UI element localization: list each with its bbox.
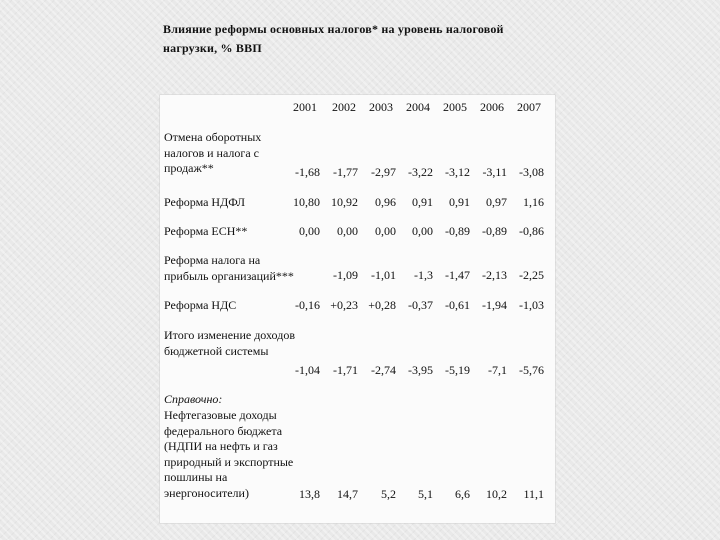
table-cell: +0,28 xyxy=(368,298,396,312)
table-cell: 14,7 xyxy=(337,487,358,501)
table-cell: -0,89 xyxy=(482,224,507,238)
table-cell: -1,94 xyxy=(482,298,507,312)
table-cell: -5,19 xyxy=(445,363,470,377)
table-cell: -3,12 xyxy=(445,165,470,179)
table-cell: -0,61 xyxy=(445,298,470,312)
year-header: 2003 xyxy=(369,100,393,114)
reference-label: Справочно: xyxy=(164,392,223,406)
table-cell: -1,01 xyxy=(371,268,396,282)
row-label: Нефтегазовые доходы федерального бюджета (НДПИ на нефть и газ природный и экспортные пошлины на энергоносители) xyxy=(164,408,294,500)
table-cell: -1,77 xyxy=(333,165,358,179)
year-header: 2002 xyxy=(332,100,356,114)
table-cell: -2,97 xyxy=(371,165,396,179)
table-cell: 5,1 xyxy=(418,487,433,501)
table-cell: -1,09 xyxy=(333,268,358,282)
table-cell: 1,16 xyxy=(523,195,544,209)
table-cell: -2,25 xyxy=(519,268,544,282)
table-cell: 0,91 xyxy=(449,195,470,209)
table-cell: -0,89 xyxy=(445,224,470,238)
row-label: Итого изменение доходов бюджетной системы xyxy=(164,328,295,358)
table-cell: +0,23 xyxy=(330,298,358,312)
table-cell: 0,91 xyxy=(412,195,433,209)
table-cell: -7,1 xyxy=(488,363,507,377)
table-cell: -1,68 xyxy=(295,165,320,179)
table-cell: -2,74 xyxy=(371,363,396,377)
table-cell: -1,03 xyxy=(519,298,544,312)
row-label: Реформа налога на прибыль организаций*** xyxy=(164,253,294,283)
table-cell: 10,92 xyxy=(331,195,358,209)
table-cell: -0,16 xyxy=(295,298,320,312)
row-label: Реформа НДС xyxy=(164,298,237,312)
table-cell: 0,00 xyxy=(337,224,358,238)
slide-title: Влияние реформы основных налогов* на уровень налоговой нагрузки, % ВВП xyxy=(163,22,504,55)
table-cell: 13,8 xyxy=(299,487,320,501)
year-header: 2006 xyxy=(480,100,504,114)
table-cell: 0,97 xyxy=(486,195,507,209)
table-cell: -1,71 xyxy=(333,363,358,377)
table-cell: -1,3 xyxy=(414,268,433,282)
row-label: Реформа ЕСН** xyxy=(164,224,248,238)
table-cell: 10,2 xyxy=(486,487,507,501)
table-cell: -1,47 xyxy=(445,268,470,282)
table-cell: 6,6 xyxy=(455,487,470,501)
table-cell: 10,80 xyxy=(293,195,320,209)
table-cell: -3,08 xyxy=(519,165,544,179)
table-cell: 11,1 xyxy=(523,487,544,501)
table-cell: -5,76 xyxy=(519,363,544,377)
table-cell: -0,86 xyxy=(519,224,544,238)
table-cell: -1,04 xyxy=(295,363,320,377)
row-label: Реформа НДФЛ xyxy=(164,195,245,209)
table-cell: -3,11 xyxy=(482,165,507,179)
year-header: 2004 xyxy=(406,100,430,114)
table-cell: 0,96 xyxy=(375,195,396,209)
table-cell: 5,2 xyxy=(381,487,396,501)
table-cell: -3,95 xyxy=(408,363,433,377)
year-header: 2005 xyxy=(443,100,467,114)
row-label: Отмена оборотных налогов и налога с продаж** xyxy=(164,130,262,175)
table-cell: 0,00 xyxy=(412,224,433,238)
year-header: 2007 xyxy=(517,100,541,114)
table-cell: -3,22 xyxy=(408,165,433,179)
table-cell: -2,13 xyxy=(482,268,507,282)
table-cell: 0,00 xyxy=(375,224,396,238)
year-header: 2001 xyxy=(293,100,317,114)
table-cell: 0,00 xyxy=(299,224,320,238)
table-cell: -0,37 xyxy=(408,298,433,312)
